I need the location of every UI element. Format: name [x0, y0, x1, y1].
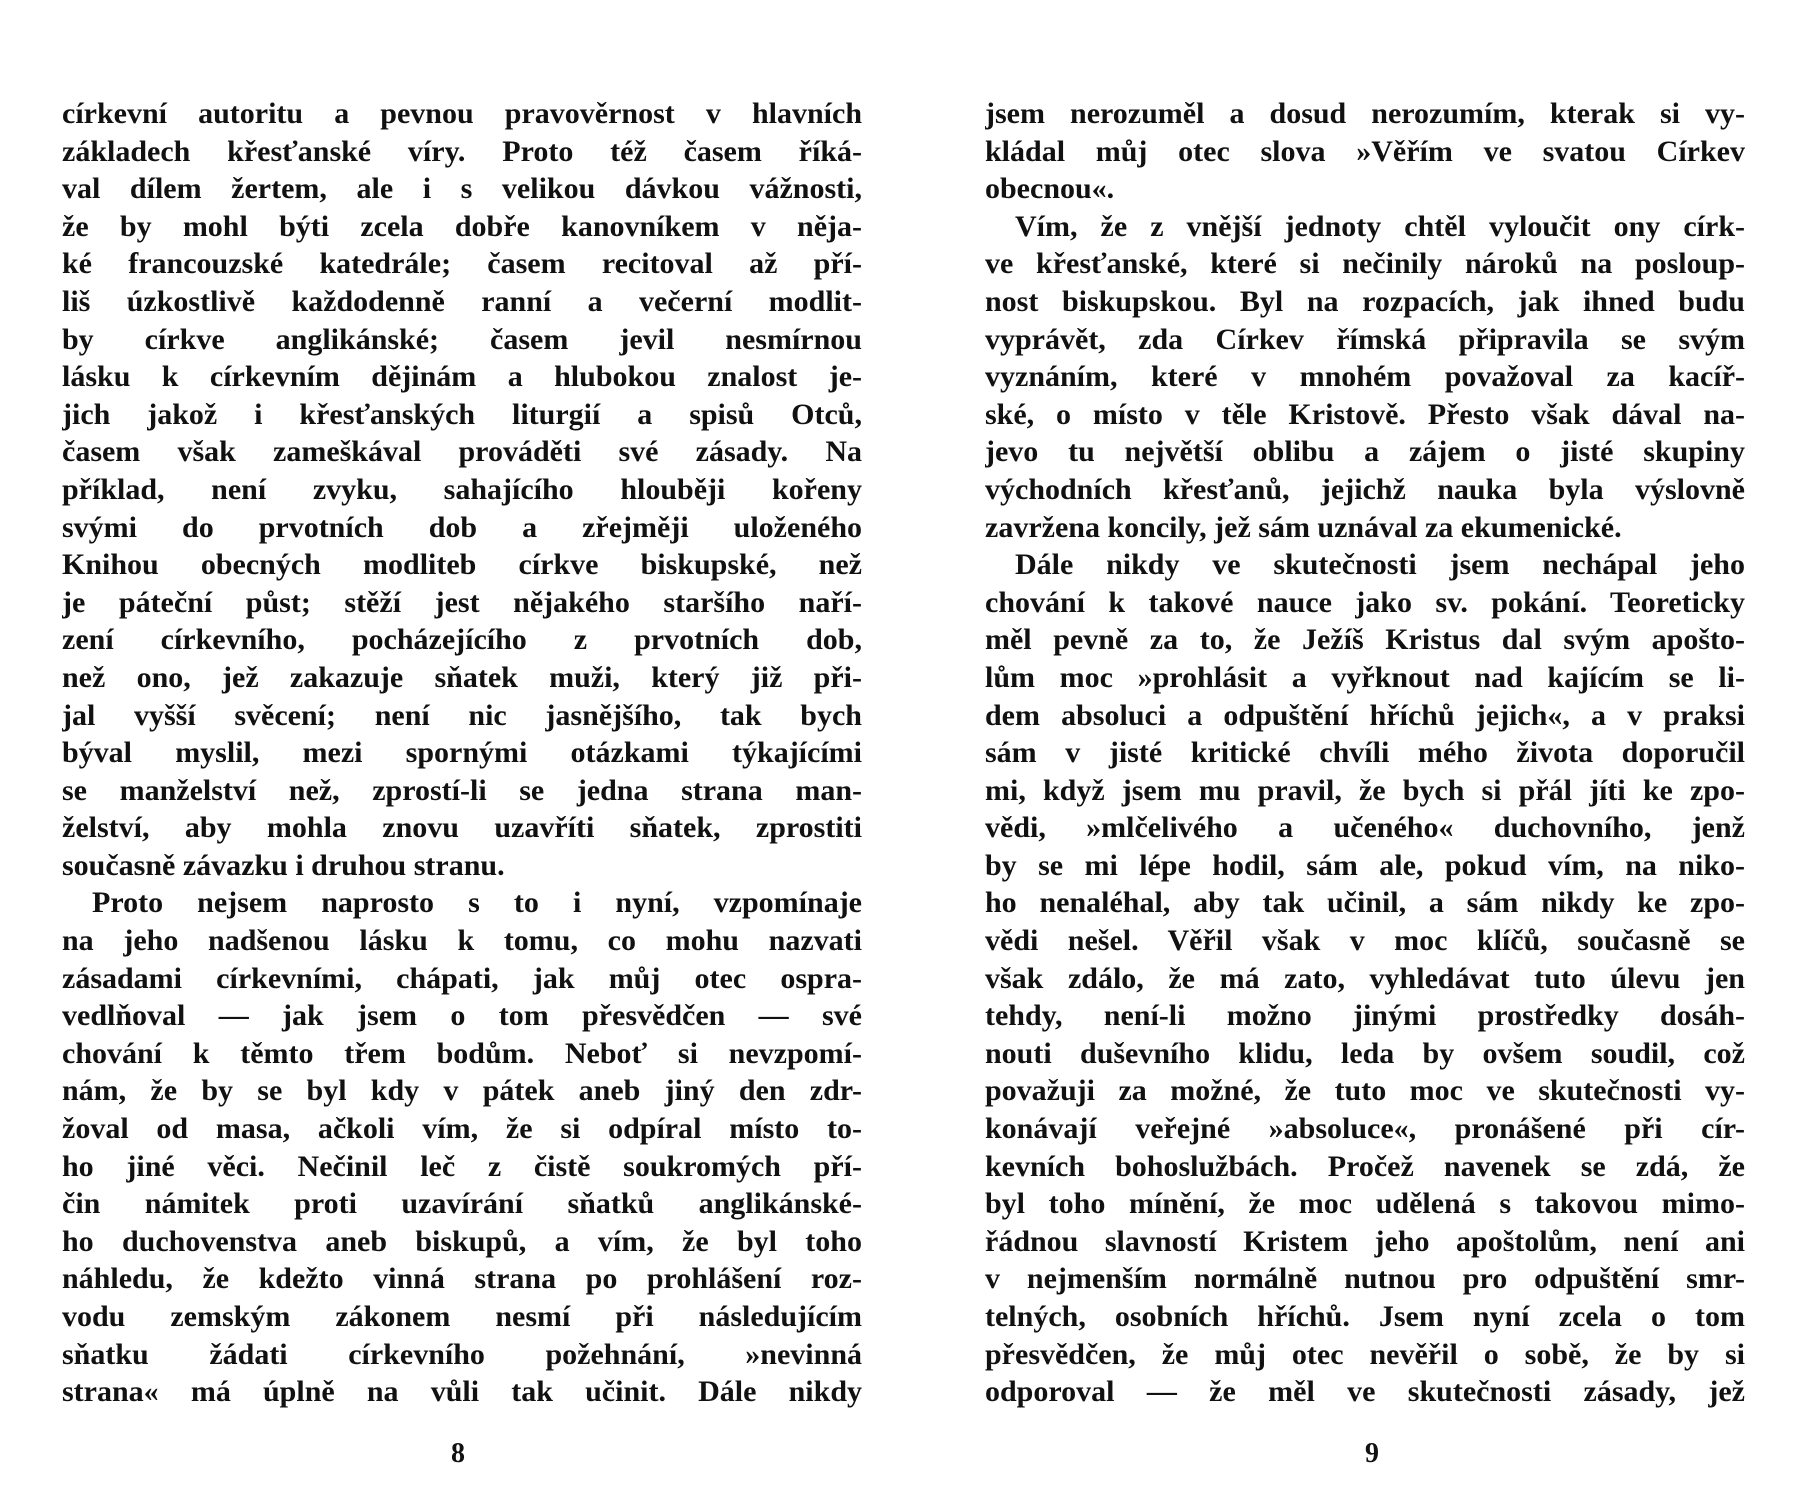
text-line: sám v jisté kritické chvíli mého života doporučil: [985, 736, 1745, 770]
text-line: než ono, jež zakazuje sňatek muži, který již při-: [62, 660, 862, 694]
text-line: řádnou slavností Kristem jeho apoštolům, není ani: [985, 1224, 1745, 1258]
text-line: vědi, »mlčelivého a učeného« duchovního, jenž: [985, 811, 1745, 845]
text-line: vyznáním, které v mnohém považoval za kacíř-: [985, 360, 1745, 394]
text-line: na jeho nadšenou lásku k tomu, co mohu nazvati: [62, 924, 862, 958]
text-line: přesvědčen, že můj otec nevěřil o sobě, že by si: [985, 1337, 1745, 1371]
text-line: měl pevně za to, že Ježíš Kristus dal svým apošto-: [985, 623, 1745, 657]
text-line: telných, osobních hříchů. Jsem nyní zcela o tom: [985, 1300, 1745, 1333]
text-line: konávají veřejné »absoluce«, pronášené při cír-: [985, 1112, 1745, 1146]
text-line: východních křesťanů, jejichž nauka byla výslovně: [985, 472, 1745, 506]
text-line: ké francouzské katedrále; časem recitoval až pří-: [62, 247, 862, 281]
text-line: žoval od masa, ačkoli vím, že si odpíral místo to-: [62, 1112, 862, 1146]
left-page-text: [62, 95, 862, 1411]
text-line: tehdy, není-li možno jinými prostředky dosáh-: [985, 999, 1745, 1033]
text-line: Dále nikdy ve skutečnosti jsem nechápal jeho: [1015, 548, 1745, 582]
text-line: svými do prvotních dob a zřejměji uloženého: [62, 510, 862, 544]
text-line: že by mohl býti zcela dobře kanovníkem v něja-: [62, 209, 862, 243]
text-line: v nejmenším normálně nutnou pro odpuštění smr-: [985, 1262, 1745, 1296]
text-line: čin námitek proti uzavírání sňatků anglikánské-: [62, 1187, 862, 1221]
text-line: sňatku žádati církevního požehnání, »nevinná: [62, 1337, 862, 1371]
text-line: jsem nerozuměl a dosud nerozumím, kterak si vy-: [985, 97, 1745, 130]
text-line: ho jiné věci. Nečinil leč z čistě soukromých pří-: [62, 1149, 862, 1183]
text-line: lům moc »prohlásit a vyřknout nad kajícím se li-: [985, 660, 1745, 694]
text-line: vědi nešel. Věřil však v moc klíčů, současně se: [985, 924, 1745, 958]
text-line: dem absoluci a odpuštění hříchů jejich«, a v praksi: [985, 698, 1745, 732]
text-line: považuji za možné, že tuto moc ve skutečnosti vy-: [985, 1074, 1745, 1108]
text-line: kládal můj otec slova »Věřím ve svatou Církev: [985, 134, 1745, 168]
text-line: časem však zameškával prováděti své zásady. Na: [62, 435, 862, 469]
text-line: liš úzkostlivě každodenně ranní a večerní modlit-: [62, 284, 862, 318]
text-line: val dílem žertem, ale i s velikou dávkou vážnosti,: [62, 172, 862, 206]
text-line: Proto nejsem naprosto s to i nyní, vzpomínaje: [92, 886, 862, 920]
text-line: chování k takové nauce jako sv. pokání. Teoreticky: [985, 585, 1745, 619]
text-line: obecnou«.: [985, 172, 1115, 206]
page-number-left: 8: [451, 1438, 465, 1469]
page-number-right: 9: [1365, 1438, 1379, 1469]
text-line: by církve anglikánské; časem jevil nesmírnou: [62, 322, 862, 356]
text-line: chování k těmto třem bodům. Neboť si nevzpomí-: [62, 1036, 862, 1070]
text-line: se manželství než, zprostí-li se jedna strana man-: [62, 773, 862, 807]
text-line: odporoval — že měl ve skutečnosti zásady, jež: [985, 1375, 1745, 1409]
right-page-text: [985, 95, 1745, 1411]
text-line: je páteční půst; stěží jest nějakého staršího naří-: [62, 585, 862, 619]
text-line: zásadami církevními, chápati, jak můj otec ospra-: [62, 961, 862, 995]
text-line: strana« má úplně na vůli tak učinit. Dále nikdy: [62, 1375, 862, 1409]
text-line: želství, aby mohla znovu uzavříti sňatek, zprostiti: [62, 811, 862, 845]
text-line: příklad, není zvyku, sahajícího hlouběji kořeny: [62, 472, 862, 506]
text-line: zavržena koncily, jež sám uznával za ekumenické.: [985, 510, 1622, 544]
text-line: však zdálo, že má zato, vyhledávat tuto úlevu jen: [985, 961, 1745, 995]
right-page: [985, 95, 1745, 1411]
left-page: [62, 95, 862, 1411]
text-line: nouti duševního klidu, leda by ovšem soudil, což: [985, 1036, 1745, 1070]
text-line: základech křesťanské víry. Proto též časem říká-: [62, 134, 862, 168]
text-line: Vím, že z vnější jednoty chtěl vyloučit ony círk-: [1015, 209, 1745, 243]
text-line: současně závazku i druhou stranu.: [62, 848, 505, 882]
text-line: náhledu, že kdežto vinná strana po prohlášení roz-: [62, 1262, 862, 1296]
text-line: býval myslil, mezi spornými otázkami týkajícími: [62, 736, 862, 770]
text-line: církevní autoritu a pevnou pravověrnost v hlavních: [62, 97, 862, 130]
text-line: vedlňoval — jak jsem o tom přesvědčen — své: [62, 999, 862, 1033]
text-line: jich jakož i křesťanských liturgií a spisů Otců,: [62, 397, 862, 431]
text-line: mi, když jsem mu pravil, že bych si přál jíti ke zpo-: [985, 773, 1745, 807]
text-line: Knihou obecných modliteb církve biskupské, než: [62, 548, 862, 582]
text-line: vyprávět, zda Církev římská připravila se svým: [985, 322, 1745, 356]
text-line: ve křesťanské, které si nečinily nároků na posloup-: [985, 247, 1745, 281]
text-line: nost biskupskou. Byl na rozpacích, jak ihned budu: [985, 284, 1745, 318]
text-line: by se mi lépe hodil, sám ale, pokud vím, na niko-: [985, 848, 1745, 882]
text-line: jal vyšší svěcení; není nic jasnějšího, tak bych: [62, 698, 862, 732]
text-line: vodu zemským zákonem nesmí při následujícím: [62, 1300, 862, 1333]
text-line: ské, o místo v těle Kristově. Přesto však dával na-: [985, 397, 1745, 431]
text-line: lásku k církevním dějinám a hlubokou znalost je-: [62, 360, 862, 394]
text-line: ho nenaléhal, aby tak učinil, a sám nikdy ke zpo-: [985, 886, 1745, 920]
text-line: ho duchovenstva aneb biskupů, a vím, že byl toho: [62, 1224, 862, 1258]
text-line: kevních bohoslužbách. Pročež navenek se zdá, že: [985, 1149, 1745, 1183]
text-line: zení církevního, pocházejícího z prvotních dob,: [62, 623, 862, 657]
text-line: byl toho mínění, že moc udělená s takovou mimo-: [985, 1187, 1745, 1221]
text-line: jevo tu největší oblibu a zájem o jisté skupiny: [985, 435, 1745, 469]
text-line: nám, že by se byl kdy v pátek aneb jiný den zdr-: [62, 1074, 862, 1108]
